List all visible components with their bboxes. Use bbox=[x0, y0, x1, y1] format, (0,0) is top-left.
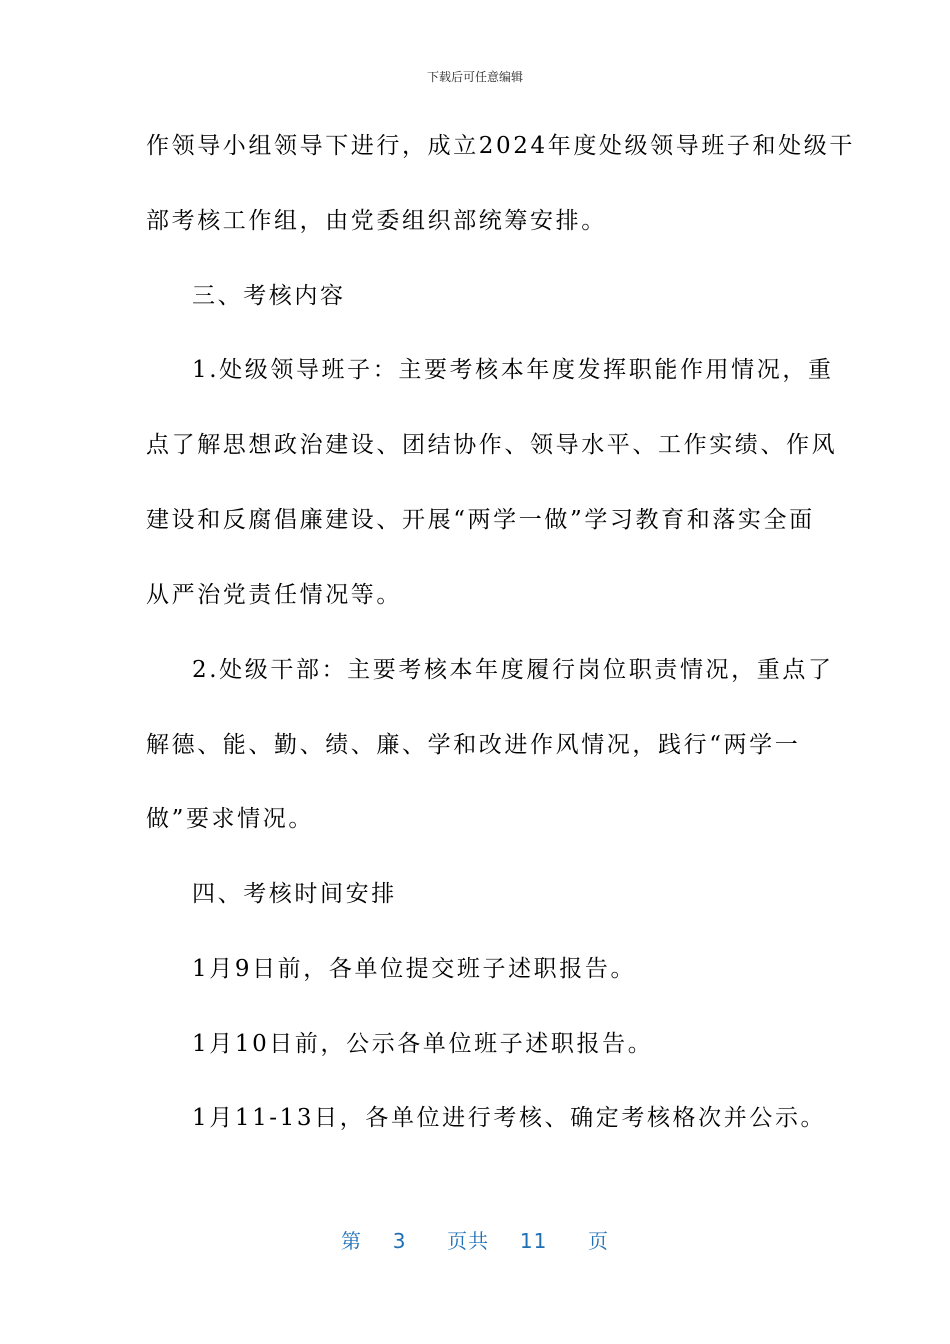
footer-prefix: 第 bbox=[340, 1229, 362, 1253]
header-note: 下载后可任意编辑 bbox=[426, 70, 523, 84]
total-pages-number: 11 bbox=[519, 1229, 548, 1253]
body-line: 从严治党责任情况等。 bbox=[146, 582, 402, 608]
body-line: 1月10日前，公示各单位班子述职报告。 bbox=[192, 1031, 654, 1057]
body-line: 作领导小组领导下进行，成立2024年度处级领导班子和处级干 bbox=[146, 133, 855, 159]
body-line: 点了解思想政治建设、团结协作、领导水平、工作实绩、作风 bbox=[146, 432, 838, 458]
body-line: 1月9日前，各单位提交班子述职报告。 bbox=[192, 956, 637, 982]
body-line: 部考核工作组，由党委组织部统筹安排。 bbox=[146, 208, 607, 234]
footer-suffix: 页 bbox=[588, 1229, 610, 1253]
body-line: 1月11-13日，各单位进行考核、确定考核格次并公示。 bbox=[192, 1105, 827, 1131]
body-line: 1.处级领导班子：主要考核本年度发挥职能作用情况，重 bbox=[192, 357, 834, 383]
section-heading: 四、考核时间安排 bbox=[192, 881, 397, 907]
current-page-number: 3 bbox=[392, 1229, 407, 1253]
footer-middle: 页共 bbox=[447, 1229, 490, 1253]
section-heading: 三、考核内容 bbox=[192, 283, 346, 309]
body-line: 做”要求情况。 bbox=[146, 806, 314, 832]
page-footer bbox=[0, 1225, 950, 1254]
body-line: 建设和反腐倡廉建设、开展“两学一做”学习教育和落实全面 bbox=[146, 507, 815, 533]
body-line: 解德、能、勤、绩、廉、学和改进作风情况，践行“两学一 bbox=[146, 732, 801, 758]
body-line: 2.处级干部：主要考核本年度履行岗位职责情况，重点了 bbox=[192, 657, 834, 683]
